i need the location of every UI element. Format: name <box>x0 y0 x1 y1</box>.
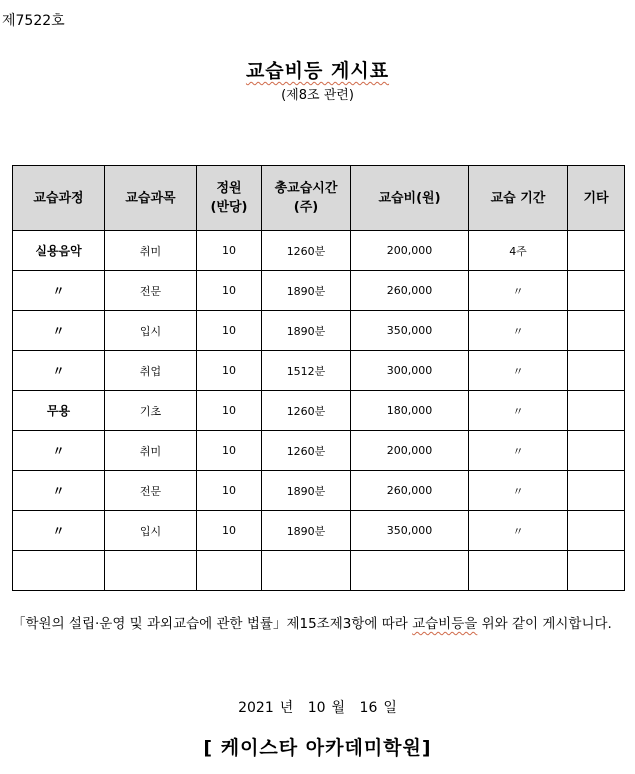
cell-total-hours: 1890분 <box>262 471 351 511</box>
date-day-unit: 일 <box>383 700 397 716</box>
cell-other <box>568 511 625 551</box>
header-subject: 교습과목 <box>105 166 197 231</box>
cell-subject: 입시 <box>105 311 197 351</box>
header-fee: 교습비(원) <box>351 166 469 231</box>
date-year-unit: 년 <box>279 700 294 716</box>
cell-subject: 기초 <box>105 391 197 431</box>
cell-fee: 180,000 <box>351 391 469 431</box>
header-other: 기타 <box>568 166 625 231</box>
cell-period: 〃 <box>469 271 568 311</box>
cell-other <box>568 271 625 311</box>
cell-capacity: 10 <box>197 391 262 431</box>
cell-course: 〃 <box>13 351 105 391</box>
cell-capacity: 10 <box>197 231 262 271</box>
cell-total-hours <box>262 551 351 591</box>
cell-total-hours: 1890분 <box>262 511 351 551</box>
fee-table-header-row <box>13 166 625 231</box>
header-period: 교습 기간 <box>469 166 568 231</box>
notice-paragraph <box>12 609 624 640</box>
date-year: 2021 <box>238 700 274 716</box>
header-capacity: 정원 (반당) <box>197 166 262 231</box>
cell-period: 〃 <box>469 311 568 351</box>
header-course: 교습과정 <box>13 166 105 231</box>
cell-subject: 취업 <box>105 351 197 391</box>
cell-fee: 350,000 <box>351 511 469 551</box>
cell-fee: 200,000 <box>351 431 469 471</box>
cell-course: 〃 <box>13 431 105 471</box>
cell-fee: 260,000 <box>351 471 469 511</box>
cell-course <box>13 551 105 591</box>
table-row <box>13 271 625 311</box>
cell-course: 〃 <box>13 311 105 351</box>
document-number: 제7522호 <box>2 13 65 29</box>
document-title <box>0 56 635 83</box>
cell-subject: 취미 <box>105 431 197 471</box>
cell-total-hours: 1260분 <box>262 431 351 471</box>
table-row <box>13 511 625 551</box>
cell-capacity: 10 <box>197 431 262 471</box>
cell-period: 〃 <box>469 471 568 511</box>
notice-text-2: 교습비등을 <box>412 616 478 632</box>
cell-course: 〃 <box>13 271 105 311</box>
cell-subject <box>105 551 197 591</box>
cell-subject: 전문 <box>105 271 197 311</box>
cell-capacity: 10 <box>197 511 262 551</box>
cell-period: 〃 <box>469 511 568 551</box>
cell-capacity <box>197 551 262 591</box>
date-month: 10 <box>307 700 326 716</box>
cell-period: 〃 <box>469 351 568 391</box>
cell-period <box>469 551 568 591</box>
header-total-hours: 총교습시간 (주) <box>262 166 351 231</box>
cell-total-hours: 1890분 <box>262 311 351 351</box>
cell-fee: 350,000 <box>351 311 469 351</box>
cell-course: 실용음악 <box>13 231 105 271</box>
cell-total-hours: 1512분 <box>262 351 351 391</box>
notice-text-3: 위와 같이 게시합니다. <box>477 616 612 632</box>
cell-other <box>568 391 625 431</box>
cell-fee <box>351 551 469 591</box>
cell-total-hours: 1260분 <box>262 391 351 431</box>
cell-fee: 260,000 <box>351 271 469 311</box>
posting-date <box>0 697 635 717</box>
cell-subject: 전문 <box>105 471 197 511</box>
table-row <box>13 351 625 391</box>
cell-capacity: 10 <box>197 351 262 391</box>
cell-fee: 300,000 <box>351 351 469 391</box>
table-row <box>13 431 625 471</box>
date-day: 16 <box>359 700 378 716</box>
cell-other <box>568 231 625 271</box>
table-row-empty <box>13 551 625 591</box>
cell-course: 〃 <box>13 471 105 511</box>
cell-total-hours: 1260분 <box>262 231 351 271</box>
table-row <box>13 311 625 351</box>
cell-course: 무용 <box>13 391 105 431</box>
academy-name: [ 케이스타 아카데미학원] <box>203 737 432 759</box>
cell-other <box>568 431 625 471</box>
cell-other <box>568 311 625 351</box>
cell-fee: 200,000 <box>351 231 469 271</box>
table-row <box>13 391 625 431</box>
table-row <box>13 471 625 511</box>
cell-total-hours: 1890분 <box>262 271 351 311</box>
notice-text-1: 「학원의 설립·운영 및 과외교습에 관한 법률」제15조제3항에 따라 <box>12 616 413 632</box>
cell-capacity: 10 <box>197 311 262 351</box>
cell-period: 4주 <box>469 231 568 271</box>
cell-subject: 입시 <box>105 511 197 551</box>
cell-period: 〃 <box>469 431 568 471</box>
cell-course: 〃 <box>13 511 105 551</box>
cell-period: 〃 <box>469 391 568 431</box>
cell-other <box>568 551 625 591</box>
document-title-text: 교습비등 게시표 <box>245 60 390 82</box>
fee-table <box>12 165 625 591</box>
cell-subject: 취미 <box>105 231 197 271</box>
cell-other <box>568 351 625 391</box>
cell-capacity: 10 <box>197 271 262 311</box>
cell-other <box>568 471 625 511</box>
table-row <box>13 231 625 271</box>
document-subtitle: (제8조 관련) <box>281 88 354 103</box>
date-month-unit: 월 <box>331 700 346 716</box>
cell-capacity: 10 <box>197 471 262 511</box>
